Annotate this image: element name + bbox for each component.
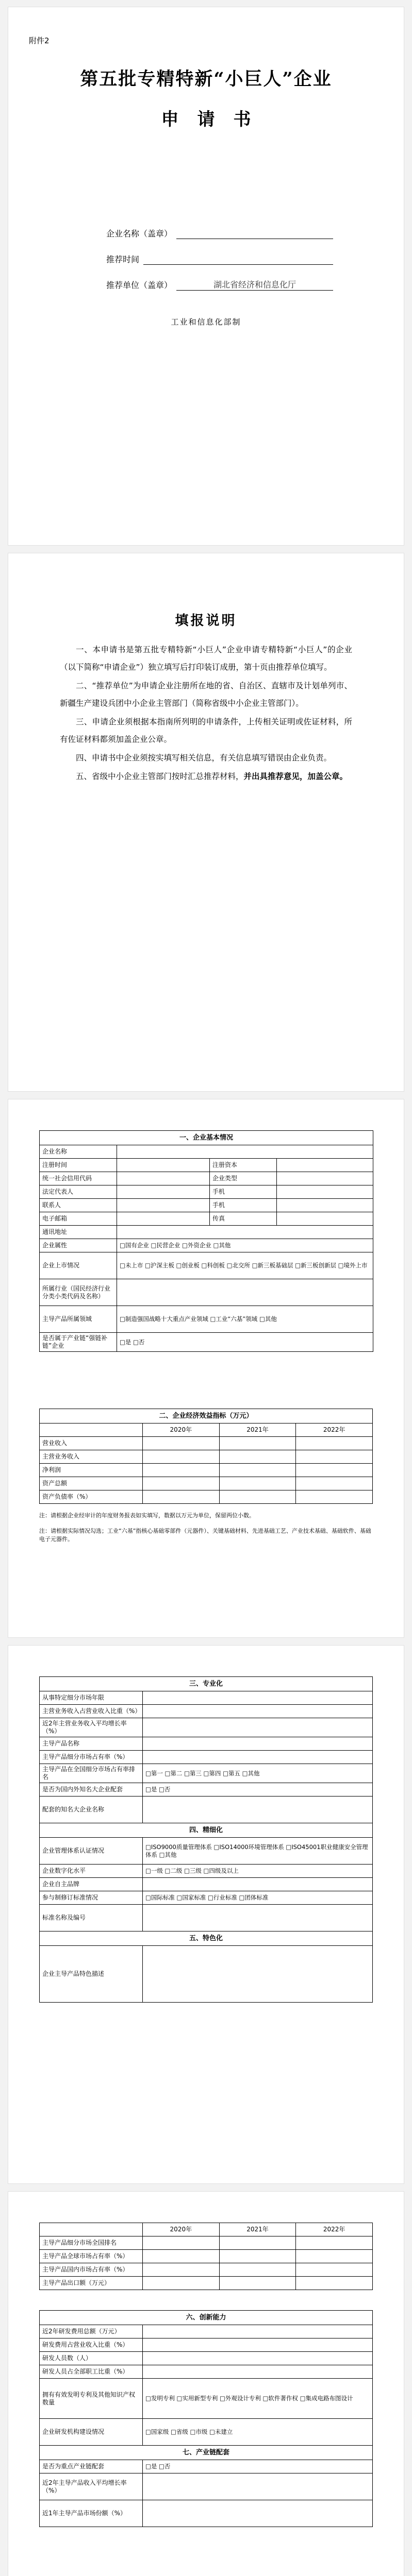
field-label: 企业管理体系认证情况 (40, 1838, 143, 1865)
instruction-paragraph: 一、本申请书是第五批专精特新“小巨人”企业申请专精特新“小巨人”的企业（以下简称“申请企业”）独立填写后打印装订成册，第十页由推荐单位填写。 (60, 645, 352, 672)
recommend-unit-label: 推荐单位（盖章） (106, 280, 173, 290)
finance-cell[interactable] (143, 1477, 220, 1490)
finance-label: 资产负债率（%） (40, 1490, 143, 1504)
finance-cell[interactable] (219, 1437, 296, 1450)
field-label: 企业名称 (40, 1145, 117, 1159)
field-value[interactable] (277, 1172, 373, 1185)
field-label: 是否为国内外知名大企业配套 (40, 1783, 143, 1797)
finance-cell[interactable] (219, 1490, 296, 1504)
field-label: 注册时间 (40, 1159, 117, 1172)
finance-cell[interactable] (296, 1450, 373, 1464)
field-label: 主导产品在全国细分市场占有率排名 (40, 1764, 143, 1783)
instruction-paragraph-text: 五、省级中小企业主管部门按时汇总推荐材料，并出具推荐意见，加盖公章。 (76, 772, 348, 781)
instruction-paragraph: 四、申请书中企业须按实填写相关信息，有关信息填写错误由企业负责。 (76, 753, 332, 762)
instruction-paragraph-last (60, 768, 352, 785)
field-label: 企业属性 (40, 1239, 117, 1252)
field-label: 电子邮箱 (40, 1212, 117, 1226)
cover-subtitle: 申请书 (161, 109, 270, 130)
year-header: 2022年 (296, 1423, 373, 1437)
field-label: 企业上市情况 (40, 1252, 117, 1279)
instruction-paragraph: 三、申请企业须根据本指南所列明的申请条件，上传相关证明或佐证材料，所有佐证材料都须加盖企业公章。 (60, 717, 352, 744)
instructions-title: 填报说明 (175, 613, 237, 629)
finance-cell[interactable] (143, 1450, 220, 1464)
section-title: 二、企业经济效益指标（万元） (40, 1409, 373, 1423)
finance-label: 资产总额 (40, 1477, 143, 1490)
field-value[interactable] (143, 1797, 373, 1823)
innovation-table (39, 2310, 373, 2527)
finance-cell[interactable] (143, 1490, 220, 1504)
finance-cell[interactable] (143, 1464, 220, 1477)
cover-footer: 工业和信息化部制 (171, 317, 241, 327)
finance-cell[interactable] (143, 1437, 220, 1450)
company-name-label: 企业名称（盖章） (106, 229, 173, 239)
field-label: 从事特定细分市场年限 (40, 1691, 143, 1705)
field-label: 企业自主品牌 (40, 1878, 143, 1891)
section-title: 五、特色化 (40, 1931, 373, 1946)
field-label: 拥有有效发明专利及其他知识产权数量 (40, 2379, 143, 2419)
field-value[interactable] (117, 1159, 210, 1172)
year-header: 2020年 (143, 1423, 220, 1437)
cover-page (8, 7, 404, 545)
instructions-page (8, 553, 404, 1091)
field-label: 主营业务收入占营业收入比重（%） (40, 1705, 143, 1718)
field-options[interactable]: □国际标准 □国家标准 □行业标准 □团体标准 (143, 1891, 373, 1905)
finance-label: 营业收入 (40, 1437, 143, 1450)
field-label: 传真 (210, 1212, 277, 1226)
market-cell[interactable] (143, 2250, 220, 2263)
field-label: 是否属于产业链“强链补链”企业 (40, 1333, 117, 1352)
section-title: 一、企业基本情况 (40, 1131, 373, 1145)
basic-info-footnote: 注：请根据实际情况勾选；工业“六基”指核心基础零部件（元器件）、关键基础材料、先进基础工艺、产业技术基础、基础软件、基础电子元器件。 (39, 1528, 371, 1543)
recommend-time-label: 推荐时间 (106, 255, 140, 264)
section-title: 三、专业化 (40, 1677, 373, 1691)
field-value[interactable] (117, 1226, 373, 1239)
finance-cell[interactable] (219, 1477, 296, 1490)
field-label: 企业研发机构建设情况 (40, 2419, 143, 2446)
industry-value[interactable] (117, 1279, 373, 1306)
field-label: 企业数字化水平 (40, 1865, 143, 1878)
field-value[interactable] (143, 1737, 373, 1751)
specialization-table (39, 1676, 373, 2003)
field-value[interactable] (277, 1212, 373, 1226)
company-name-field[interactable] (106, 224, 333, 239)
field-options[interactable]: □一级 □二级 □三级 □四级及以上 (143, 1865, 373, 1878)
field-value[interactable] (143, 1905, 373, 1931)
section-title: 四、精细化 (40, 1823, 373, 1838)
field-value[interactable] (143, 2473, 373, 2500)
supply-options[interactable]: □是 □否 (143, 1783, 373, 1797)
field-options[interactable]: □ISO9000质量管理体系 □ISO14000环境管理体系 □ISO45001职业健康安全管理体系 □其他 (143, 1838, 373, 1865)
field-value[interactable] (143, 2352, 373, 2365)
finance-cell[interactable] (219, 1464, 296, 1477)
field-value[interactable] (143, 2500, 373, 2527)
market-cell[interactable] (296, 2250, 373, 2263)
section-title: 七、产业链配套 (40, 2446, 373, 2460)
field-label: 企业类型 (210, 1172, 277, 1185)
market-label: 主导产品细分市场全国排名 (40, 2236, 143, 2250)
attachment-label: 附件2 (29, 36, 50, 45)
finance-cell[interactable] (296, 1437, 373, 1450)
field-label: 标准名称及编号 (40, 1905, 143, 1931)
finance-table (39, 1409, 373, 1504)
field-label: 手机 (210, 1199, 277, 1212)
field-value[interactable] (117, 1172, 210, 1185)
field-label: 研发人员数（人） (40, 2352, 143, 2365)
market-cell[interactable] (296, 2263, 373, 2277)
rank-options[interactable]: □第一 □第二 □第三 □第四 □第五 □其他 (143, 1764, 373, 1783)
recommend-time-value[interactable] (143, 252, 333, 265)
year-header-blank (40, 2223, 143, 2236)
market-table (39, 2223, 373, 2290)
field-label: 近2年主营业务收入平均增长率（%） (40, 1718, 143, 1737)
year-header: 2020年 (143, 2223, 220, 2236)
company-name-value[interactable] (176, 227, 333, 239)
field-value[interactable] (143, 2325, 373, 2338)
finance-cell[interactable] (219, 1450, 296, 1464)
field-label: 研发费用占营业收入比重（%） (40, 2338, 143, 2352)
recommend-unit-value[interactable]: 湖北省经济和信息化厅 (176, 278, 333, 291)
field-value[interactable] (143, 1718, 373, 1737)
year-header: 2022年 (296, 2223, 373, 2236)
cover-title: 第五批专精特新“小巨人”企业 (80, 69, 332, 90)
field-label: 通讯地址 (40, 1226, 117, 1239)
instruction-paragraph: 二、“推荐单位”为申请企业注册所在地的省、自治区、直辖市及计划单列市、新疆生产建设兵团中小企业主管部门（简称省级中小企业主管部门）。 (60, 681, 352, 708)
field-label: 所属行业（国民经济行业分类小类代码及名称） (40, 1279, 117, 1306)
market-cell[interactable] (143, 2236, 220, 2250)
field-value[interactable] (143, 1691, 373, 1705)
field-label: 注册资本 (210, 1159, 277, 1172)
field-label: 近2年主导产品收入平均增长率（%） (40, 2473, 143, 2500)
basic-info-page (8, 1099, 404, 1637)
finance-label: 净利润 (40, 1464, 143, 1477)
field-value[interactable] (143, 1705, 373, 1718)
finance-footnote: 注：请根据企业经审计的年度财务报表如实填写，数据以万元为单位，保留两位小数。 (39, 1512, 255, 1519)
instructions-body (60, 641, 352, 786)
year-header: 2021年 (219, 1423, 296, 1437)
field-label: 法定代表人 (40, 1185, 117, 1199)
year-header: 2021年 (219, 2223, 296, 2236)
field-value[interactable] (143, 2338, 373, 2352)
field-value[interactable] (117, 1185, 210, 1199)
field-label: 手机 (210, 1185, 277, 1199)
finance-label: 主营业务收入 (40, 1450, 143, 1464)
field-value[interactable] (277, 1199, 373, 1212)
market-label: 主导产品国内市场占有率（%） (40, 2263, 143, 2277)
market-label: 主导产品全球市场占有率（%） (40, 2250, 143, 2263)
ip-options[interactable]: □发明专利 □实用新型专利 □外观设计专利 □软件著作权 □集成电路布图设计 (143, 2379, 373, 2419)
field-value[interactable] (143, 2365, 373, 2379)
field-value[interactable] (117, 1212, 210, 1226)
field-label: 企业主导产品特色描述 (40, 1946, 143, 2003)
field-label: 统一社会信用代码 (40, 1172, 117, 1185)
field-label: 主导产品所属领域 (40, 1306, 117, 1333)
market-cell[interactable] (296, 2236, 373, 2250)
ownership-options[interactable]: □国有企业 □民营企业 □外资企业 □其他 (117, 1239, 373, 1252)
field-value[interactable] (117, 1199, 210, 1212)
market-cell[interactable] (219, 2236, 296, 2250)
market-cell[interactable] (219, 2277, 296, 2290)
field-value[interactable] (277, 1185, 373, 1199)
field-options[interactable]: □制造强国战略十大重点产业领域 □工业“六基”领域 □其他 (117, 1306, 373, 1333)
field-label: 研发人员占全部职工比重（%） (40, 2365, 143, 2379)
field-label: 近1年主导产品市场份额（%） (40, 2500, 143, 2527)
finance-cell[interactable] (296, 1490, 373, 1504)
field-label: 参与制修订标准情况 (40, 1891, 143, 1905)
chain-options[interactable]: □是 □否 (117, 1333, 373, 1352)
section-title: 六、创新能力 (40, 2311, 373, 2325)
finance-cell[interactable] (296, 1464, 373, 1477)
field-label: 是否为重点产业链配套 (40, 2460, 143, 2473)
rd-options[interactable]: □国家级 □省级 □市级 □未建立 (143, 2419, 373, 2446)
field-label: 配套的知名大企业名称 (40, 1797, 143, 1823)
innovation-page (8, 2192, 404, 2576)
field-value[interactable] (117, 1145, 373, 1159)
year-header-blank (40, 1423, 143, 1437)
field-label: 主导产品细分市场占有率（%） (40, 1751, 143, 1764)
market-cell[interactable] (219, 2250, 296, 2263)
listing-options[interactable]: □未上市 □沪深主板 □创业板 □科创板 □北交所 □新三板基础层 □新三板创新层 □境外上市 (117, 1252, 373, 1279)
field-value[interactable] (143, 1751, 373, 1764)
recommend-time-field[interactable] (106, 249, 333, 265)
instruction-emphasis: 并出具推荐意见，加盖公章。 (243, 772, 348, 781)
field-label: 主导产品名称 (40, 1737, 143, 1751)
field-options[interactable]: □是 □否 (143, 2460, 373, 2473)
specialization-page (8, 1646, 404, 2183)
basic-info-table (39, 1130, 373, 1352)
field-label: 近2年研发费用总额（万元） (40, 2325, 143, 2338)
field-value[interactable] (277, 1159, 373, 1172)
market-label: 主导产品出口额（万元） (40, 2277, 143, 2290)
market-cell[interactable] (143, 2263, 220, 2277)
field-value[interactable] (143, 1878, 373, 1891)
market-cell[interactable] (296, 2277, 373, 2290)
field-label: 联系人 (40, 1199, 117, 1212)
field-value[interactable] (143, 1946, 373, 2003)
market-cell[interactable] (219, 2263, 296, 2277)
recommend-unit-field[interactable] (106, 275, 333, 291)
finance-cell[interactable] (296, 1477, 373, 1490)
market-cell[interactable] (143, 2277, 220, 2290)
